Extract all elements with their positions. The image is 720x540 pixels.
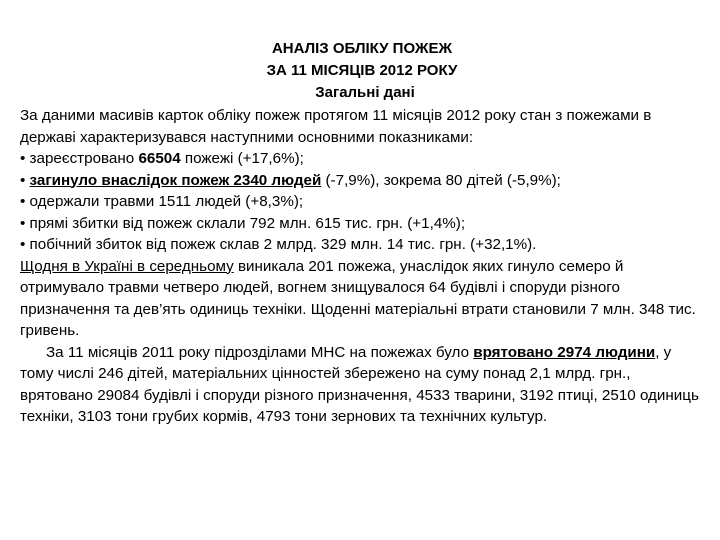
- bullet-registered-suffix: пожежі (+17,6%);: [180, 150, 304, 167]
- previous-year-paragraph: [20, 342, 700, 428]
- bullet-deaths: [20, 170, 700, 192]
- bullet-direct-losses: • прямі збитки від пожеж склали 792 млн. 615 тис. грн. (+1,4%);: [20, 214, 466, 232]
- bullet-indirect-losses: • побічний збиток від пожеж склав 2 млрд. 329 млн. 14 тис. грн. (+32,1%).: [20, 236, 537, 253]
- heading-period: ЗА 11 МІСЯЦІВ 2012 РОКУ: [266, 62, 458, 79]
- intro-paragraph: За даними масивів карток обліку пожеж протягом 11 місяців 2012 року стан з пожежами в державі характеризувався наступними основними показниками:: [20, 107, 652, 146]
- heading-title: АНАЛІЗ ОБЛІКУ ПОЖЕЖ: [271, 40, 453, 57]
- bullet-registered-value: 66504: [138, 150, 181, 167]
- bullet-registered: [20, 148, 700, 170]
- daily-lead: Щодня в Україні в середньому: [20, 257, 234, 275]
- previous-year-prefix: За 11 місяців 2011 року підрозділами МНС на пожежах було: [46, 343, 474, 361]
- bullet-injuries: • одержали травми 1511 людей (+8,3%);: [20, 193, 304, 210]
- previous-year-highlight: врятовано 2974 людини: [473, 343, 656, 361]
- daily-rest: виникала 201 пожежа, унаслідок яких гинуло семеро й отримувало травми четверо людей, вогнем знищувалося 64 будівлі і споруди різного призначення та дев’ять одиниць техніки. Щоденні матеріальні втрати становили 7 млн. 348 тис. гривень.: [20, 257, 696, 339]
- document-body: [20, 105, 700, 428]
- bullet-deaths-prefix: •: [20, 171, 30, 189]
- heading-subtitle: Загальні дані: [315, 84, 415, 101]
- bullet-deaths-value: загинуло внаслідок пожеж 2340 людей: [29, 171, 322, 189]
- previous-year-rest: , у тому числі 246 дітей, матеріальних цінностей збережено на суму понад 2,1 млрд. грн., врятовано 29084 будівлі і споруди різного призначення, 4533 тварини, 3192 птиці, 2510 одиниць техніки, 3103 тони грубих кормів, 4793 тони зернових та технічних культур.: [20, 343, 699, 425]
- bullet-deaths-suffix: (-7,9%), зокрема 80 дітей (-5,9%);: [321, 171, 561, 189]
- document-heading: [20, 38, 700, 104]
- bullet-registered-prefix: • зареєстровано: [20, 150, 139, 167]
- daily-paragraph: [20, 256, 700, 342]
